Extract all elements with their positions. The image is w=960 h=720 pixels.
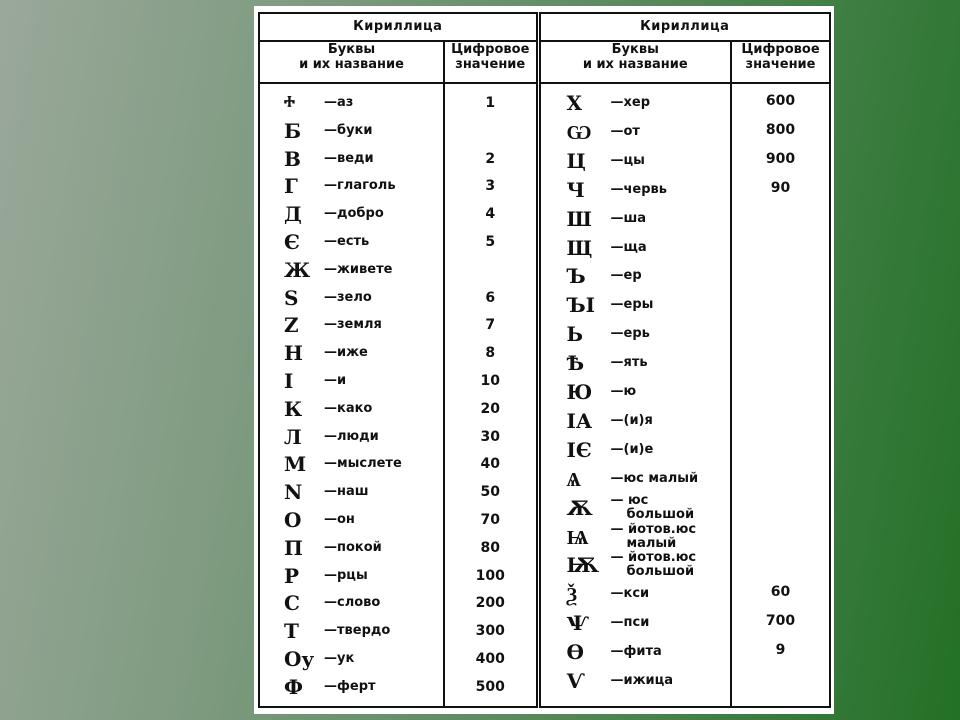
left-row-value: 200 bbox=[475, 595, 505, 612]
right-row-letter: Х bbox=[566, 91, 583, 115]
group-header-right: Кириллица bbox=[538, 13, 830, 41]
right-row-letter: Ѭ bbox=[566, 553, 600, 578]
right-row-name: —(и)е bbox=[610, 441, 654, 457]
right-row-name: —ща bbox=[610, 239, 647, 255]
right-row-name: — юс bbox=[610, 492, 649, 508]
right-row-name: —цы bbox=[610, 152, 645, 168]
left-row-letter: К bbox=[284, 396, 303, 421]
left-row-name: —како bbox=[324, 400, 373, 416]
col-header-letters-left bbox=[259, 41, 444, 83]
left-row-value: 2 bbox=[485, 150, 496, 167]
left-row-letter: Ж bbox=[284, 257, 311, 282]
right-row-name: —пси bbox=[610, 615, 650, 631]
left-row-value: 7 bbox=[485, 317, 496, 334]
left-row-value: 4 bbox=[485, 206, 496, 223]
left-row-name: —буки bbox=[324, 122, 373, 138]
right-row-name: — йотов.юс bbox=[610, 521, 697, 537]
cyrillic-table-sheet bbox=[254, 6, 834, 714]
left-row-name: —аз bbox=[324, 95, 354, 110]
right-letters-column bbox=[538, 83, 731, 707]
col-header-value-right-line2: значение bbox=[745, 57, 816, 72]
right-row-name: —ижица bbox=[610, 673, 674, 688]
right-row-letter: Ч bbox=[566, 177, 585, 202]
left-row-value: 500 bbox=[475, 678, 505, 695]
left-row-letter: Л bbox=[284, 424, 302, 449]
right-row-value: 600 bbox=[765, 93, 796, 109]
left-row-name: —твердо bbox=[324, 623, 391, 639]
right-row-name-line2: большой bbox=[626, 564, 695, 580]
left-row-letter: Ѕ bbox=[284, 285, 299, 310]
left-values-column bbox=[444, 83, 538, 707]
left-row-value: 40 bbox=[480, 456, 500, 473]
right-values-column bbox=[731, 83, 830, 707]
right-row-name: —ша bbox=[610, 210, 647, 226]
right-row-letter: ЪІ bbox=[566, 293, 595, 318]
left-row-letter: М bbox=[284, 452, 307, 477]
group-header-left: Кириллица bbox=[259, 13, 538, 41]
left-row-value: 400 bbox=[475, 651, 505, 667]
left-row-name: —зело bbox=[324, 289, 372, 305]
right-row-letter: Ц bbox=[566, 148, 586, 173]
right-row-letter: Ѳ bbox=[566, 640, 584, 665]
right-row-name: —хер bbox=[610, 95, 651, 110]
left-row-letter: В bbox=[284, 146, 301, 171]
right-row-letter: Ѣ bbox=[566, 351, 585, 376]
right-row-letter: Ь bbox=[566, 322, 584, 347]
col-header-letters-right-line2: и их название bbox=[582, 57, 688, 72]
col-header-value-left bbox=[444, 41, 538, 83]
col-header-letters-right-line1: Буквы bbox=[611, 42, 659, 57]
right-row-letter: Ш bbox=[566, 206, 592, 231]
left-row-letter: Г bbox=[284, 174, 298, 199]
left-row-letter: Р bbox=[284, 563, 300, 588]
left-row-name: —ферт bbox=[324, 678, 376, 694]
left-row-value: 6 bbox=[485, 289, 496, 306]
left-row-value: 20 bbox=[480, 400, 500, 417]
left-letters-column bbox=[259, 83, 444, 707]
left-row-name: —люди bbox=[324, 428, 379, 444]
left-row-name: —ук bbox=[324, 651, 355, 666]
right-row-letter: Ъ bbox=[566, 264, 586, 289]
col-header-value-right-line1: Цифровое bbox=[741, 42, 820, 57]
left-row-name: —покой bbox=[324, 539, 382, 555]
right-row-letter: ІЄ bbox=[566, 437, 592, 462]
right-row-name: —кси bbox=[610, 586, 650, 602]
cyrillic-table bbox=[258, 12, 831, 708]
left-row-name: —рцы bbox=[324, 567, 368, 583]
left-row-letter: П bbox=[284, 535, 303, 560]
left-row-name: —слово bbox=[324, 595, 381, 611]
right-row-letter: Ѧ bbox=[566, 466, 581, 491]
left-row-value: 80 bbox=[480, 539, 500, 556]
left-row-value: 300 bbox=[475, 623, 505, 640]
left-row-value: 30 bbox=[480, 428, 500, 445]
right-row-name: — йотов.юс bbox=[610, 550, 697, 566]
right-row-value: 90 bbox=[770, 179, 791, 196]
right-row-name: —еры bbox=[610, 297, 654, 313]
left-row-letter: Т bbox=[284, 619, 299, 644]
left-row-letter: Б bbox=[284, 118, 302, 143]
right-row-name: —червь bbox=[610, 181, 667, 197]
right-row-letter: Ѫ bbox=[566, 495, 593, 520]
right-row-letter: Ѱ bbox=[566, 611, 589, 636]
left-row-name: —веди bbox=[324, 150, 374, 166]
right-row-value: 60 bbox=[770, 584, 791, 601]
left-row-name: —есть bbox=[324, 234, 370, 249]
right-row-letter: Ѯ bbox=[566, 582, 578, 607]
left-row-name: —живете bbox=[324, 261, 393, 277]
left-row-name: —он bbox=[324, 512, 355, 527]
left-row-value: 5 bbox=[485, 234, 496, 250]
right-row-letter: Ѵ bbox=[566, 669, 585, 693]
left-row-letter: Н bbox=[284, 341, 303, 366]
col-header-letters-right bbox=[538, 41, 731, 83]
left-row-letter: Ζ bbox=[284, 313, 299, 338]
right-row-value: 800 bbox=[765, 121, 796, 138]
right-row-letter: Ѡ bbox=[566, 119, 592, 144]
left-row-letter: Ф bbox=[284, 674, 303, 699]
left-row-value: 50 bbox=[480, 484, 500, 501]
left-row-letter: С bbox=[284, 591, 300, 616]
left-row-letter: ⰰ bbox=[284, 91, 295, 115]
left-row-value: 70 bbox=[480, 512, 500, 528]
left-row-letter: І bbox=[284, 369, 294, 393]
left-row-name: —и bbox=[324, 373, 347, 388]
right-row-letter: Ю bbox=[566, 380, 593, 404]
right-row-name: —ер bbox=[610, 268, 642, 284]
right-row-name-line2: малый bbox=[626, 535, 677, 551]
left-row-letter: N bbox=[284, 480, 303, 505]
right-row-name: —(и)я bbox=[610, 412, 653, 428]
right-row-name: —ять bbox=[610, 355, 648, 371]
right-row-name: —ю bbox=[610, 384, 637, 399]
right-row-name: —юс малый bbox=[610, 470, 699, 486]
right-row-name: —от bbox=[610, 123, 640, 139]
left-row-name: —глаголь bbox=[324, 178, 396, 194]
left-row-letter: Є bbox=[284, 230, 300, 254]
col-header-value-right bbox=[731, 41, 830, 83]
left-row-value: 8 bbox=[485, 345, 496, 362]
right-row-letter: ІА bbox=[566, 408, 593, 433]
right-row-value: 900 bbox=[765, 150, 796, 167]
right-row-value: 700 bbox=[765, 613, 796, 630]
right-row-name: —ерь bbox=[610, 326, 650, 342]
col-header-letters-left-line2: и их название bbox=[299, 57, 404, 72]
left-row-value: 1 bbox=[485, 95, 496, 111]
left-row-letter: Д bbox=[284, 202, 302, 227]
left-row-value: 100 bbox=[475, 567, 505, 584]
left-row-name: —иже bbox=[324, 345, 368, 361]
col-header-letters-left-line1: Буквы bbox=[327, 42, 376, 57]
right-row-letter: Ѩ bbox=[566, 524, 589, 549]
left-row-letter: О bbox=[284, 508, 302, 532]
left-row-value: 3 bbox=[485, 178, 496, 195]
col-header-value-left-line1: Цифровое bbox=[451, 42, 530, 57]
right-row-name-line2: большой bbox=[626, 506, 695, 522]
col-header-value-left-line2: значение bbox=[455, 57, 526, 72]
left-row-name: —земля bbox=[324, 317, 382, 333]
left-row-name: —наш bbox=[324, 484, 369, 500]
right-row-value: 9 bbox=[775, 642, 786, 659]
left-row-letter: Оу bbox=[284, 647, 315, 671]
left-row-name: —добро bbox=[324, 206, 384, 222]
left-row-value: 10 bbox=[480, 373, 500, 389]
right-row-name: —фита bbox=[610, 644, 662, 660]
left-row-name: —мыслете bbox=[324, 456, 402, 472]
right-row-letter: Щ bbox=[566, 235, 593, 260]
